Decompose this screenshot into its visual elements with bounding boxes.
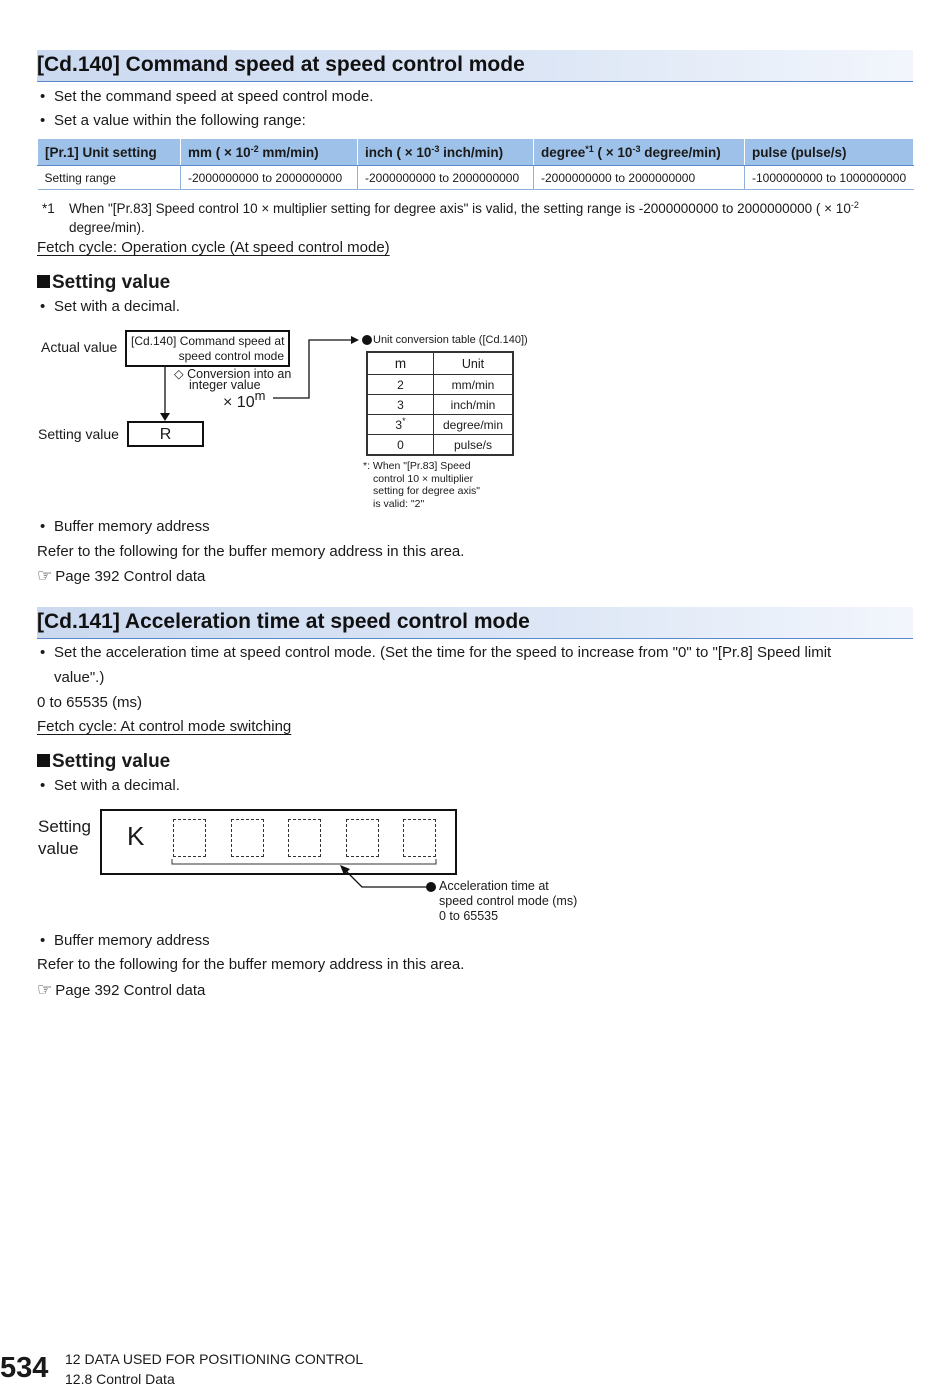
setting-value-label: Setting value	[38, 817, 91, 858]
chapter-title: 12 DATA USED FOR POSITIONING CONTROL	[65, 1351, 364, 1367]
footnote-text-continued: degree/min).	[69, 220, 145, 235]
page-reference-link[interactable]: ☞ Page 392 Control data	[37, 566, 206, 585]
table-cell: 2	[367, 375, 434, 395]
table-cell: inch/min	[434, 395, 514, 415]
section-title: [Cd.140] Command speed at speed control mode	[37, 53, 525, 76]
setting-value-label: Setting value	[38, 426, 119, 442]
table-cell: -2000000000 to 2000000000	[181, 166, 358, 190]
fetch-cycle: Fetch cycle: Operation cycle (At speed control mode)	[37, 239, 390, 256]
actual-value-label: Actual value	[41, 339, 118, 355]
fetch-cycle: Fetch cycle: At control mode switching	[37, 718, 292, 735]
table-header: degree$^{*1}$ ( × $10^{-3}$ degree/min)	[534, 139, 745, 166]
list-item-continued: value".)	[54, 669, 105, 686]
pointing-hand-icon: ☞	[37, 566, 53, 585]
conversion-label-continued: integer value	[189, 378, 261, 392]
multiplier-label: × $10^m$	[223, 388, 266, 411]
k-prefix: K	[127, 821, 145, 851]
table-header: pulse (pulse/s)	[745, 139, 914, 166]
table-cell: -2000000000 to 2000000000	[534, 166, 745, 190]
table-cell: -2000000000 to 2000000000	[358, 166, 534, 190]
section-title-footer: 12.8 Control Data	[65, 1371, 175, 1387]
table-header: m	[367, 352, 434, 375]
subsection-title: Setting value	[37, 751, 170, 773]
table-header: mm ( × $10^{-2}$ mm/min)	[181, 139, 358, 166]
page-reference-link[interactable]: ☞ Page 392 Control data	[37, 980, 206, 999]
table-cell: pulse/s	[434, 435, 514, 456]
refer-text: Refer to the following for the buffer memory address in this area.	[37, 956, 465, 973]
table-cell: Setting range	[38, 166, 181, 190]
pointing-hand-icon: ☞	[37, 980, 53, 999]
table-header: Unit	[434, 352, 514, 375]
table-cell: degree/min	[434, 415, 514, 435]
r-box: R	[127, 421, 204, 447]
table-cell: 0	[367, 435, 434, 456]
refer-text: Refer to the following for the buffer memory address in this area.	[37, 543, 465, 560]
subsection-title: Setting value	[37, 272, 170, 294]
cd140-box: [Cd.140] Command speed at speed control mode	[125, 330, 290, 367]
acceleration-note: Acceleration time at speed control mode (ms) 0 to 65535	[439, 879, 578, 923]
range-text: 0 to 65535 (ms)	[37, 694, 143, 711]
page-number: 534	[0, 1352, 49, 1384]
footnote-mark: *1	[42, 201, 55, 216]
unit-table-note: *: When "[Pr.83] Speed control 10 × multiplier setting for degree axis" is valid: "2"	[363, 460, 481, 511]
conversion-label: ◇ Conversion into an	[174, 367, 292, 381]
diamond-icon: ◇	[174, 367, 184, 381]
table-cell: -1000000000 to 1000000000	[745, 166, 914, 190]
section-title: [Cd.141] Acceleration time at speed control mode	[37, 610, 530, 633]
unit-table-title: Unit conversion table ([Cd.140])	[373, 334, 528, 346]
table-cell: 3*	[367, 415, 434, 435]
table-cell: mm/min	[434, 375, 514, 395]
table-header: [Pr.1] Unit setting	[38, 139, 181, 166]
table-header: inch ( × $10^{-3}$ inch/min)	[358, 139, 534, 166]
table-cell: 3	[367, 395, 434, 415]
footnote-text: When "[Pr.83] Speed control 10 × multiplier setting for degree axis" is valid, the setting range is -2000000000 to 2000000000 ( × $10^{-2}$	[69, 200, 859, 216]
